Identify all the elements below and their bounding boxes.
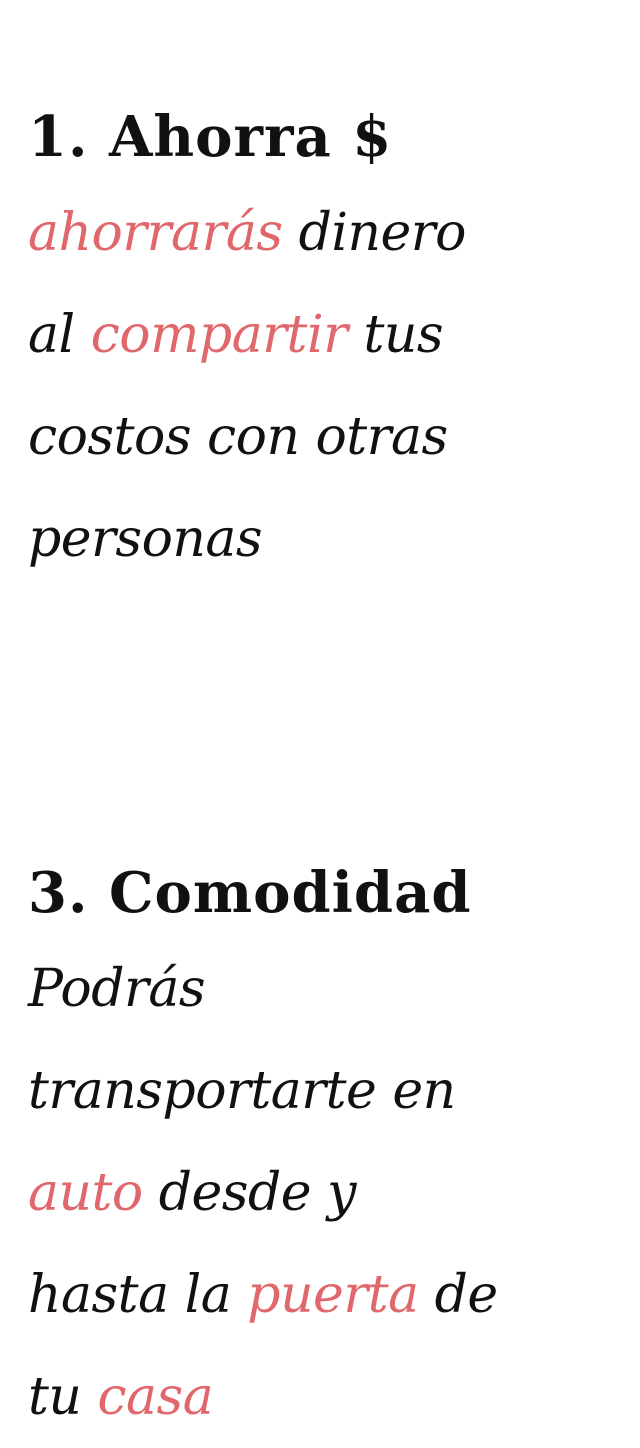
body-text-run: transportarte en	[28, 1061, 456, 1121]
body-text-run: hasta la	[28, 1265, 248, 1325]
highlight-word: compartir	[90, 305, 348, 365]
body-line	[28, 386, 618, 488]
body-text-run: desde y	[142, 1163, 356, 1223]
section-heading: 3. Comodidad	[28, 860, 472, 926]
body-line	[28, 1040, 618, 1142]
body-line	[28, 1244, 618, 1346]
highlight-word: puerta	[247, 1265, 419, 1325]
section-body	[28, 938, 618, 1448]
section-heading: 1. Ahorra $	[28, 104, 393, 170]
highlight-word: auto	[28, 1163, 143, 1223]
body-text-run: tu	[28, 1367, 98, 1427]
body-line	[28, 1346, 618, 1448]
body-text-run: al	[28, 305, 91, 365]
body-line	[28, 182, 618, 284]
body-text-run: de	[418, 1265, 498, 1325]
highlight-word: ahorrarás	[28, 203, 283, 263]
body-text-run: costos con otras	[28, 407, 448, 467]
body-line	[28, 488, 618, 590]
body-line	[28, 1142, 618, 1244]
body-line	[28, 284, 618, 386]
benefit-section-comodidad	[28, 848, 618, 1448]
benefit-section-ahorra	[28, 92, 618, 590]
body-text-run: Podrás	[28, 959, 206, 1019]
highlight-word: casa	[97, 1367, 214, 1427]
body-text-run: tus	[347, 305, 444, 365]
body-text-run: dinero	[282, 203, 466, 263]
body-line	[28, 938, 618, 1040]
body-text-run: personas	[28, 509, 263, 569]
section-body	[28, 182, 618, 590]
